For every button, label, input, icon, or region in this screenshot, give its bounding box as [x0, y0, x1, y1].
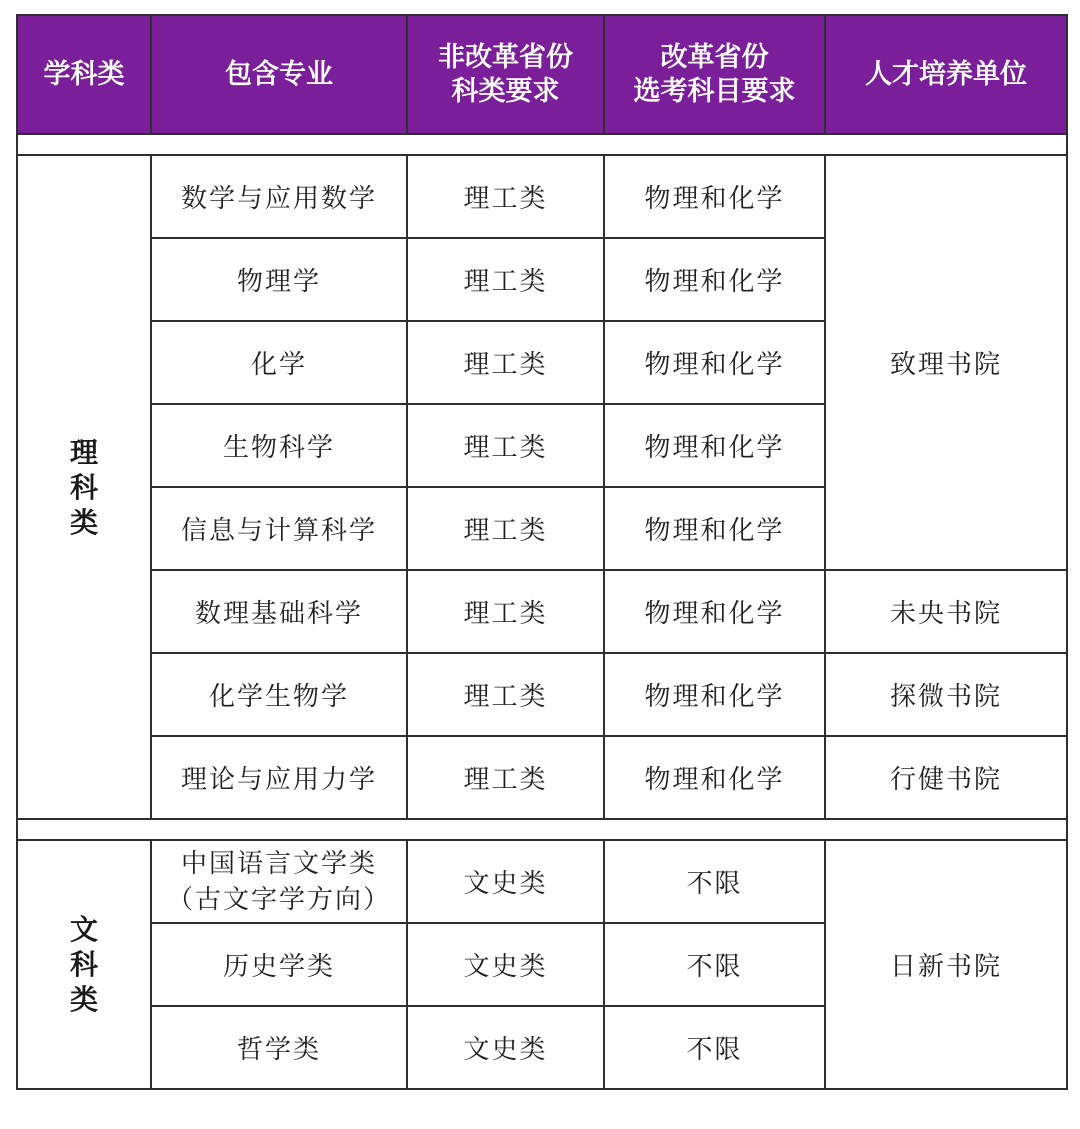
non-reform-cell: 理工类	[407, 736, 604, 819]
reform-cell: 物理和化学	[604, 238, 825, 321]
non-reform-cell: 理工类	[407, 321, 604, 404]
header-reform	[604, 15, 825, 134]
header-row	[17, 15, 1067, 134]
major-line2: （古文字学方向）	[166, 884, 391, 915]
spacer-row	[17, 134, 1067, 155]
college-cell: 未央书院	[825, 570, 1067, 653]
reform-cell: 物理和化学	[604, 736, 825, 819]
major-cell: 生物科学	[151, 404, 407, 487]
major-cell: 物理学	[151, 238, 407, 321]
major-cell: 理论与应用力学	[151, 736, 407, 819]
reform-cell: 物理和化学	[604, 653, 825, 736]
header-reform-line2: 选考科目要求	[633, 75, 796, 107]
non-reform-cell: 理工类	[407, 404, 604, 487]
college-cell: 致理书院	[825, 155, 1067, 570]
majors-table	[16, 14, 1068, 1090]
major-cell	[151, 840, 407, 923]
header-reform-line1: 改革省份	[660, 41, 769, 73]
category-science	[17, 155, 151, 819]
table-row	[17, 570, 1067, 653]
college-cell: 日新书院	[825, 840, 1067, 1089]
major-cell: 化学	[151, 321, 407, 404]
header-non-reform	[407, 15, 604, 134]
header-discipline: 学科类	[17, 15, 151, 134]
non-reform-cell: 理工类	[407, 570, 604, 653]
header-college: 人才培养单位	[825, 15, 1067, 134]
category-char: 文	[69, 913, 98, 946]
reform-cell: 物理和化学	[604, 487, 825, 570]
header-non-reform-line2: 科类要求	[451, 75, 560, 107]
non-reform-cell: 文史类	[407, 840, 604, 923]
college-cell: 探微书院	[825, 653, 1067, 736]
major-cell: 化学生物学	[151, 653, 407, 736]
table-row	[17, 653, 1067, 736]
spacer-cell	[17, 134, 1067, 155]
table-row	[17, 736, 1067, 819]
category-char: 理	[69, 435, 98, 469]
non-reform-cell: 文史类	[407, 1006, 604, 1089]
category-arts	[17, 840, 151, 1089]
major-line1: 中国语言文学类	[180, 848, 377, 879]
spacer-cell	[17, 819, 1067, 840]
non-reform-cell: 理工类	[407, 487, 604, 570]
non-reform-cell: 文史类	[407, 923, 604, 1006]
category-char: 科	[69, 948, 98, 981]
reform-cell: 物理和化学	[604, 321, 825, 404]
header-non-reform-line1: 非改革省份	[438, 41, 573, 73]
category-char: 科	[69, 470, 98, 504]
spacer-row	[17, 819, 1067, 840]
non-reform-cell: 理工类	[407, 155, 604, 238]
major-cell: 历史学类	[151, 923, 407, 1006]
reform-cell: 物理和化学	[604, 155, 825, 238]
major-cell: 数理基础科学	[151, 570, 407, 653]
major-cell: 数学与应用数学	[151, 155, 407, 238]
reform-cell: 物理和化学	[604, 570, 825, 653]
college-cell: 行健书院	[825, 736, 1067, 819]
non-reform-cell: 理工类	[407, 238, 604, 321]
reform-cell: 不限	[604, 923, 825, 1006]
category-char: 类	[69, 505, 98, 539]
table-row	[17, 840, 1067, 923]
non-reform-cell: 理工类	[407, 653, 604, 736]
table-row	[17, 155, 1067, 238]
category-char: 类	[69, 983, 98, 1016]
header-majors: 包含专业	[151, 15, 407, 134]
reform-cell: 物理和化学	[604, 404, 825, 487]
major-cell: 哲学类	[151, 1006, 407, 1089]
reform-cell: 不限	[604, 1006, 825, 1089]
reform-cell: 不限	[604, 840, 825, 923]
major-cell: 信息与计算科学	[151, 487, 407, 570]
